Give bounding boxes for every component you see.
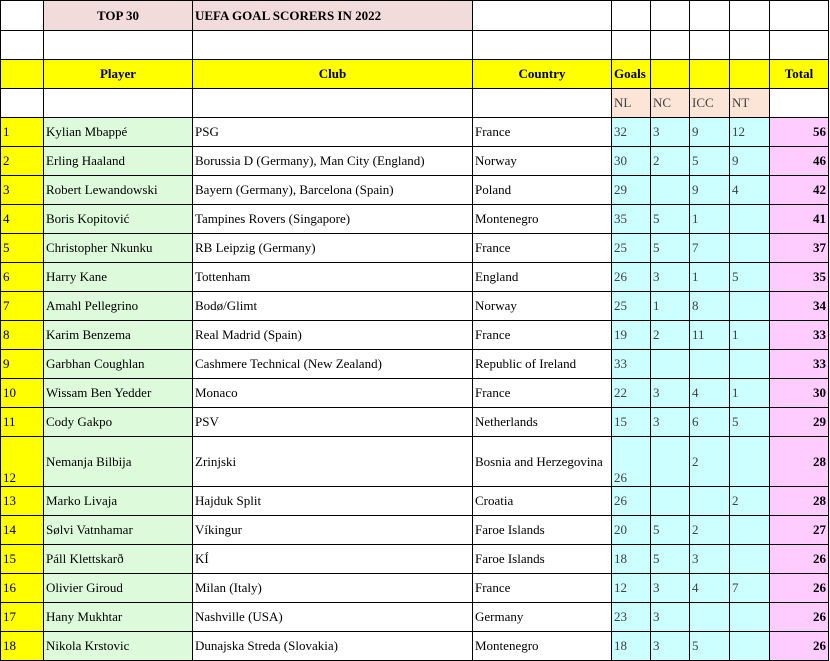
- rank-cell[interactable]: 9: [1, 350, 44, 379]
- icc-cell[interactable]: 4: [690, 574, 730, 603]
- country-cell[interactable]: France: [473, 574, 612, 603]
- nl-cell[interactable]: 26: [612, 437, 651, 487]
- club-cell[interactable]: Hajduk Split: [193, 487, 473, 516]
- nl-cell[interactable]: 12: [612, 574, 651, 603]
- nl-cell[interactable]: 18: [612, 545, 651, 574]
- nt-cell[interactable]: [730, 350, 770, 379]
- nc-header[interactable]: NC: [651, 89, 690, 118]
- cell-blank[interactable]: [1, 31, 44, 60]
- club-cell[interactable]: Zrinjski: [193, 437, 473, 487]
- nt-cell[interactable]: [730, 545, 770, 574]
- country-cell[interactable]: Faroe Islands: [473, 545, 612, 574]
- icc-cell[interactable]: 8: [690, 292, 730, 321]
- country-cell[interactable]: Montenegro: [473, 205, 612, 234]
- country-cell[interactable]: France: [473, 379, 612, 408]
- table-row: [1, 118, 829, 147]
- club-cell[interactable]: PSV: [193, 408, 473, 437]
- icc-cell[interactable]: 9: [690, 118, 730, 147]
- country-cell[interactable]: France: [473, 118, 612, 147]
- rank-cell[interactable]: 4: [1, 205, 44, 234]
- nl-cell[interactable]: 26: [612, 487, 651, 516]
- cell-blank[interactable]: [1, 1, 44, 31]
- table-row: [1, 147, 829, 176]
- table-row: [1, 545, 829, 574]
- rank-cell[interactable]: 3: [1, 176, 44, 205]
- total-cell[interactable]: 46: [770, 147, 829, 176]
- player-cell[interactable]: Erling Haaland: [44, 147, 193, 176]
- cell-blank[interactable]: [770, 31, 829, 60]
- nc-cell[interactable]: 5: [651, 234, 690, 263]
- nt-cell[interactable]: 2: [730, 487, 770, 516]
- country-cell[interactable]: Netherlands: [473, 408, 612, 437]
- club-cell[interactable]: Real Madrid (Spain): [193, 321, 473, 350]
- club-cell[interactable]: Bodø/Glimt: [193, 292, 473, 321]
- cell-blank[interactable]: [193, 31, 473, 60]
- nc-cell[interactable]: 5: [651, 516, 690, 545]
- rank-cell[interactable]: 17: [1, 603, 44, 632]
- nc-cell[interactable]: [651, 487, 690, 516]
- table-row: [1, 437, 829, 487]
- table-row: [1, 205, 829, 234]
- player-cell[interactable]: Kylian Mbappé: [44, 118, 193, 147]
- icc-cell[interactable]: 2: [690, 516, 730, 545]
- country-cell[interactable]: Faroe Islands: [473, 516, 612, 545]
- country-cell[interactable]: Poland: [473, 176, 612, 205]
- rank-cell[interactable]: 8: [1, 321, 44, 350]
- rank-cell[interactable]: 5: [1, 234, 44, 263]
- table-row: [1, 379, 829, 408]
- country-cell[interactable]: Germany: [473, 603, 612, 632]
- total-cell[interactable]: 42: [770, 176, 829, 205]
- country-cell[interactable]: Norway: [473, 292, 612, 321]
- nc-cell[interactable]: 5: [651, 205, 690, 234]
- total-header[interactable]: Total: [770, 60, 829, 89]
- player-cell[interactable]: Hany Mukhtar: [44, 603, 193, 632]
- club-cell[interactable]: Milan (Italy): [193, 574, 473, 603]
- rank-cell[interactable]: 13: [1, 487, 44, 516]
- player-cell[interactable]: Marko Livaja: [44, 487, 193, 516]
- nt-cell[interactable]: [730, 234, 770, 263]
- country-cell[interactable]: Norway: [473, 147, 612, 176]
- nt-cell[interactable]: [730, 632, 770, 661]
- nl-cell[interactable]: 35: [612, 205, 651, 234]
- club-cell[interactable]: Víkingur: [193, 516, 473, 545]
- table-row: [1, 321, 829, 350]
- icc-cell[interactable]: 6: [690, 408, 730, 437]
- total-cell[interactable]: 41: [770, 205, 829, 234]
- player-cell[interactable]: Amahl Pellegrino: [44, 292, 193, 321]
- club-cell[interactable]: Borussia D (Germany), Man City (England): [193, 147, 473, 176]
- player-cell[interactable]: Garbhan Coughlan: [44, 350, 193, 379]
- icc-cell[interactable]: [690, 603, 730, 632]
- nl-cell[interactable]: 26: [612, 263, 651, 292]
- total-cell[interactable]: 26: [770, 574, 829, 603]
- spacer-row: [1, 31, 829, 60]
- goals-header-extra[interactable]: [651, 60, 690, 89]
- rank-header[interactable]: [1, 60, 44, 89]
- top-label[interactable]: TOP 30: [44, 1, 193, 31]
- cell-blank[interactable]: [473, 89, 612, 118]
- nt-cell[interactable]: 5: [730, 263, 770, 292]
- icc-cell[interactable]: 1: [690, 263, 730, 292]
- nt-cell[interactable]: 9: [730, 147, 770, 176]
- club-cell[interactable]: Bayern (Germany), Barcelona (Spain): [193, 176, 473, 205]
- player-cell[interactable]: Robert Lewandowski: [44, 176, 193, 205]
- subheader-row: [1, 89, 829, 118]
- nc-cell[interactable]: 3: [651, 118, 690, 147]
- club-cell[interactable]: Nashville (USA): [193, 603, 473, 632]
- rank-cell[interactable]: 18: [1, 632, 44, 661]
- nl-cell[interactable]: 15: [612, 408, 651, 437]
- cell-blank[interactable]: [651, 31, 690, 60]
- nc-cell[interactable]: 2: [651, 147, 690, 176]
- cell-blank[interactable]: [690, 1, 730, 31]
- icc-cell[interactable]: 11: [690, 321, 730, 350]
- nl-cell[interactable]: 25: [612, 234, 651, 263]
- nl-cell[interactable]: 23: [612, 603, 651, 632]
- total-cell[interactable]: 34: [770, 292, 829, 321]
- club-cell[interactable]: RB Leipzig (Germany): [193, 234, 473, 263]
- total-cell[interactable]: 33: [770, 321, 829, 350]
- cell-blank[interactable]: [612, 31, 651, 60]
- table-row: [1, 487, 829, 516]
- cell-blank[interactable]: [473, 31, 612, 60]
- player-cell[interactable]: Sølvi Vatnhamar: [44, 516, 193, 545]
- icc-cell[interactable]: 3: [690, 545, 730, 574]
- player-cell[interactable]: Olivier Giroud: [44, 574, 193, 603]
- nc-cell[interactable]: 2: [651, 321, 690, 350]
- player-cell[interactable]: Wissam Ben Yedder: [44, 379, 193, 408]
- total-cell[interactable]: 26: [770, 603, 829, 632]
- nl-cell[interactable]: 32: [612, 118, 651, 147]
- club-cell[interactable]: Cashmere Technical (New Zealand): [193, 350, 473, 379]
- country-header[interactable]: Country: [473, 60, 612, 89]
- nc-cell[interactable]: 3: [651, 263, 690, 292]
- nt-header[interactable]: NT: [730, 89, 770, 118]
- nc-cell[interactable]: 1: [651, 292, 690, 321]
- icc-cell[interactable]: 5: [690, 632, 730, 661]
- country-cell[interactable]: Republic of Ireland: [473, 350, 612, 379]
- club-cell[interactable]: Tampines Rovers (Singapore): [193, 205, 473, 234]
- title-row: [1, 1, 829, 31]
- goals-header[interactable]: Goals: [612, 60, 651, 89]
- icc-cell[interactable]: 2: [690, 437, 730, 487]
- rank-cell[interactable]: 1: [1, 118, 44, 147]
- country-cell[interactable]: England: [473, 263, 612, 292]
- nt-cell[interactable]: 7: [730, 574, 770, 603]
- rank-cell[interactable]: 10: [1, 379, 44, 408]
- cell-blank[interactable]: [770, 1, 829, 31]
- nl-cell[interactable]: 30: [612, 147, 651, 176]
- nl-cell[interactable]: 29: [612, 176, 651, 205]
- player-cell[interactable]: Nikola Krstovic: [44, 632, 193, 661]
- table-row: [1, 632, 829, 661]
- total-cell[interactable]: 28: [770, 487, 829, 516]
- table-row: [1, 176, 829, 205]
- nt-cell[interactable]: 5: [730, 408, 770, 437]
- total-cell[interactable]: 56: [770, 118, 829, 147]
- nl-header[interactable]: NL: [612, 89, 651, 118]
- icc-cell[interactable]: 5: [690, 147, 730, 176]
- nc-cell[interactable]: 3: [651, 632, 690, 661]
- cell-blank[interactable]: [44, 89, 193, 118]
- club-cell[interactable]: KÍ: [193, 545, 473, 574]
- nl-cell[interactable]: 33: [612, 350, 651, 379]
- player-cell[interactable]: Nemanja Bilbija: [44, 437, 193, 487]
- cell-blank[interactable]: [770, 89, 829, 118]
- cell-blank[interactable]: [44, 31, 193, 60]
- nt-cell[interactable]: [730, 437, 770, 487]
- cell-blank[interactable]: [612, 1, 651, 31]
- country-cell[interactable]: Bosnia and Herzegovina: [473, 437, 612, 487]
- table-row: [1, 292, 829, 321]
- cell-blank[interactable]: [690, 31, 730, 60]
- rank-cell[interactable]: 15: [1, 545, 44, 574]
- nc-cell[interactable]: 3: [651, 574, 690, 603]
- club-cell[interactable]: PSG: [193, 118, 473, 147]
- icc-cell[interactable]: 9: [690, 176, 730, 205]
- country-cell[interactable]: Croatia: [473, 487, 612, 516]
- nt-cell[interactable]: [730, 603, 770, 632]
- total-cell[interactable]: 30: [770, 379, 829, 408]
- icc-cell[interactable]: 1: [690, 205, 730, 234]
- table-row: [1, 574, 829, 603]
- country-cell[interactable]: Montenegro: [473, 632, 612, 661]
- country-cell[interactable]: France: [473, 321, 612, 350]
- nl-cell[interactable]: 25: [612, 292, 651, 321]
- country-cell[interactable]: France: [473, 234, 612, 263]
- goals-header-extra[interactable]: [690, 60, 730, 89]
- cell-blank[interactable]: [193, 89, 473, 118]
- nt-cell[interactable]: 1: [730, 321, 770, 350]
- player-cell[interactable]: Cody Gakpo: [44, 408, 193, 437]
- cell-blank[interactable]: [473, 1, 612, 31]
- nl-cell[interactable]: 22: [612, 379, 651, 408]
- nt-cell[interactable]: 12: [730, 118, 770, 147]
- club-cell[interactable]: Tottenham: [193, 263, 473, 292]
- icc-cell[interactable]: [690, 350, 730, 379]
- nc-cell[interactable]: [651, 176, 690, 205]
- column-header-row: [1, 60, 829, 89]
- nt-cell[interactable]: [730, 292, 770, 321]
- icc-cell[interactable]: 7: [690, 234, 730, 263]
- table-row: [1, 350, 829, 379]
- total-cell[interactable]: 28: [770, 437, 829, 487]
- player-cell[interactable]: Karim Benzema: [44, 321, 193, 350]
- rank-cell[interactable]: 6: [1, 263, 44, 292]
- cell-blank[interactable]: [651, 1, 690, 31]
- total-cell[interactable]: 35: [770, 263, 829, 292]
- nt-cell[interactable]: [730, 205, 770, 234]
- table-row: [1, 603, 829, 632]
- total-cell[interactable]: 26: [770, 632, 829, 661]
- rank-cell[interactable]: 14: [1, 516, 44, 545]
- player-cell[interactable]: Boris Kopitović: [44, 205, 193, 234]
- player-header[interactable]: Player: [44, 60, 193, 89]
- cell-blank[interactable]: [1, 89, 44, 118]
- club-cell[interactable]: Dunajska Streda (Slovakia): [193, 632, 473, 661]
- nc-cell[interactable]: 3: [651, 379, 690, 408]
- total-cell[interactable]: 27: [770, 516, 829, 545]
- rank-cell[interactable]: 7: [1, 292, 44, 321]
- nl-cell[interactable]: 18: [612, 632, 651, 661]
- nt-cell[interactable]: [730, 516, 770, 545]
- player-cell[interactable]: Harry Kane: [44, 263, 193, 292]
- nc-cell[interactable]: [651, 437, 690, 487]
- nc-cell[interactable]: [651, 350, 690, 379]
- nl-cell[interactable]: 19: [612, 321, 651, 350]
- nc-cell[interactable]: 3: [651, 603, 690, 632]
- player-cell[interactable]: Christopher Nkunku: [44, 234, 193, 263]
- nl-cell[interactable]: 20: [612, 516, 651, 545]
- club-header[interactable]: Club: [193, 60, 473, 89]
- rank-cell[interactable]: 12: [1, 437, 44, 487]
- rank-cell[interactable]: 2: [1, 147, 44, 176]
- nc-cell[interactable]: 5: [651, 545, 690, 574]
- cell-blank[interactable]: [730, 1, 770, 31]
- cell-blank[interactable]: [730, 31, 770, 60]
- rank-cell[interactable]: 16: [1, 574, 44, 603]
- total-cell[interactable]: 29: [770, 408, 829, 437]
- table-row: [1, 408, 829, 437]
- total-cell[interactable]: 37: [770, 234, 829, 263]
- total-cell[interactable]: 33: [770, 350, 829, 379]
- icc-cell[interactable]: [690, 487, 730, 516]
- table-row: [1, 263, 829, 292]
- goals-header-extra[interactable]: [730, 60, 770, 89]
- icc-header[interactable]: ICC: [690, 89, 730, 118]
- table-row: [1, 234, 829, 263]
- club-cell[interactable]: Monaco: [193, 379, 473, 408]
- icc-cell[interactable]: 4: [690, 379, 730, 408]
- player-cell[interactable]: Páll Klettskarð: [44, 545, 193, 574]
- nt-cell[interactable]: 1: [730, 379, 770, 408]
- nc-cell[interactable]: 3: [651, 408, 690, 437]
- table-row: [1, 516, 829, 545]
- sheet-title[interactable]: UEFA GOAL SCORERS IN 2022: [193, 1, 473, 31]
- rank-cell[interactable]: 11: [1, 408, 44, 437]
- nt-cell[interactable]: 4: [730, 176, 770, 205]
- total-cell[interactable]: 26: [770, 545, 829, 574]
